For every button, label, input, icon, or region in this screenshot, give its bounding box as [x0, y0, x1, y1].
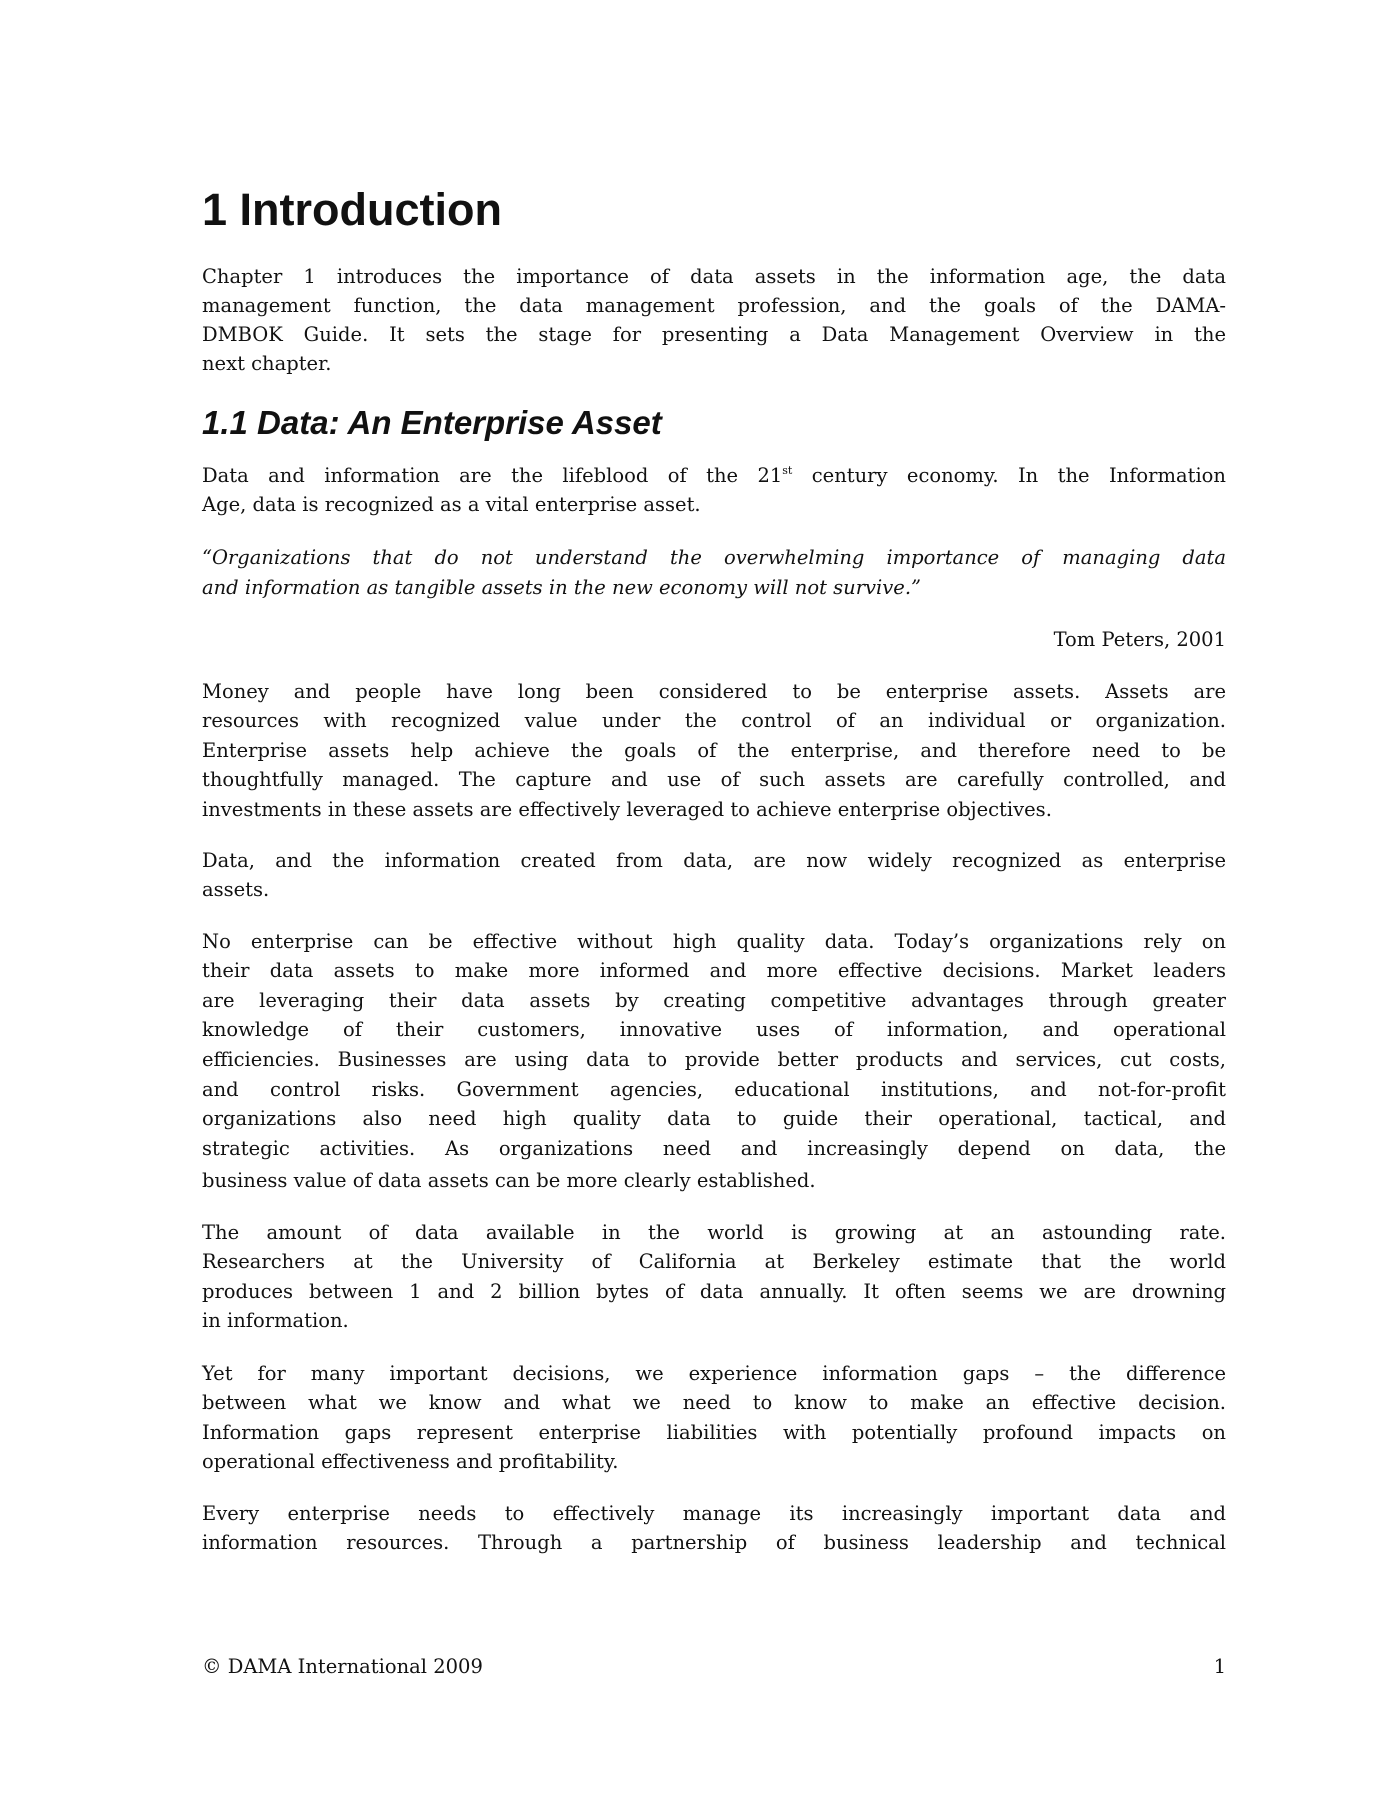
- text-line: efficiencies. Businesses are using data to provide better products and services, cut costs,: [202, 1048, 1226, 1071]
- text-line: knowledge of their customers, innovative uses of information, and operational: [202, 1018, 1226, 1041]
- text-line: Enterprise assets help achieve the goals of the enterprise, and therefore need to be: [202, 739, 1226, 762]
- quote-attribution: Tom Peters, 2001: [1053, 628, 1226, 651]
- chapter-title: 1 Introduction: [202, 184, 502, 235]
- text-line: investments in these assets are effectively leveraged to achieve enterprise objectives.: [202, 798, 1052, 821]
- text-line: strategic activities. As organizations need and increasingly depend on data, the: [202, 1137, 1226, 1160]
- text-line: business value of data assets can be more clearly established.: [202, 1169, 816, 1192]
- text-line: are leveraging their data assets by creating competitive advantages through greater: [202, 989, 1226, 1012]
- text-line: Chapter 1 introduces the importance of data assets in the information age, the data: [202, 265, 1226, 288]
- text-line: produces between 1 and 2 billion bytes of data annually. It often seems we are drowning: [202, 1280, 1226, 1303]
- text-line: thoughtfully managed. The capture and use of such assets are carefully controlled, and: [202, 768, 1226, 791]
- text-line: and control risks. Government agencies, educational institutions, and not-for-profit: [202, 1078, 1226, 1101]
- text-line: Age, data is recognized as a vital enterprise asset.: [202, 493, 701, 516]
- text-segment: Data and information are the lifeblood of the 21: [202, 464, 783, 487]
- text-line: DMBOK Guide. It sets the stage for presenting a Data Management Overview in the: [202, 323, 1226, 346]
- text-line: Information gaps represent enterprise liabilities with potentially profound impacts on: [202, 1421, 1226, 1444]
- text-line: Researchers at the University of California at Berkeley estimate that the world: [202, 1250, 1226, 1273]
- text-line: Yet for many important decisions, we experience information gaps – the difference: [202, 1362, 1226, 1385]
- text-line: and information as tangible assets in the new economy will not survive.”: [202, 576, 921, 599]
- text-line: information resources. Through a partnership of business leadership and technical: [202, 1531, 1226, 1554]
- text-segment: century economy. In the Information: [792, 464, 1226, 487]
- text-line: Every enterprise needs to effectively manage its increasingly important data and: [202, 1502, 1226, 1525]
- text-line: management function, the data management profession, and the goals of the DAMA-: [202, 294, 1226, 317]
- text-line: “Organizations that do not understand the overwhelming importance of managing data: [202, 546, 1226, 569]
- footer-copyright: © DAMA International 2009: [202, 1655, 483, 1678]
- text-line: next chapter.: [202, 352, 332, 375]
- section-title: 1.1 Data: An Enterprise Asset: [202, 404, 662, 441]
- text-line: in information.: [202, 1309, 349, 1332]
- text-line: operational effectiveness and profitability.: [202, 1450, 619, 1473]
- text-line: The amount of data available in the world is growing at an astounding rate.: [202, 1221, 1226, 1244]
- text-line: resources with recognized value under the control of an individual or organization.: [202, 709, 1226, 732]
- text-line: No enterprise can be effective without high quality data. Today’s organizations rely on: [202, 930, 1226, 953]
- page-number: 1: [1213, 1655, 1226, 1678]
- text-line: their data assets to make more informed and more effective decisions. Market leaders: [202, 959, 1226, 982]
- text-line: between what we know and what we need to know to make an effective decision.: [202, 1391, 1226, 1414]
- superscript: st: [782, 464, 793, 477]
- text-line: Money and people have long been considered to be enterprise assets. Assets are: [202, 680, 1226, 703]
- text-line: assets.: [202, 878, 270, 901]
- text-line: organizations also need high quality data to guide their operational, tactical, and: [202, 1107, 1226, 1130]
- text-line: Data, and the information created from data, are now widely recognized as enterprise: [202, 849, 1226, 872]
- text-line: [202, 461, 1226, 491]
